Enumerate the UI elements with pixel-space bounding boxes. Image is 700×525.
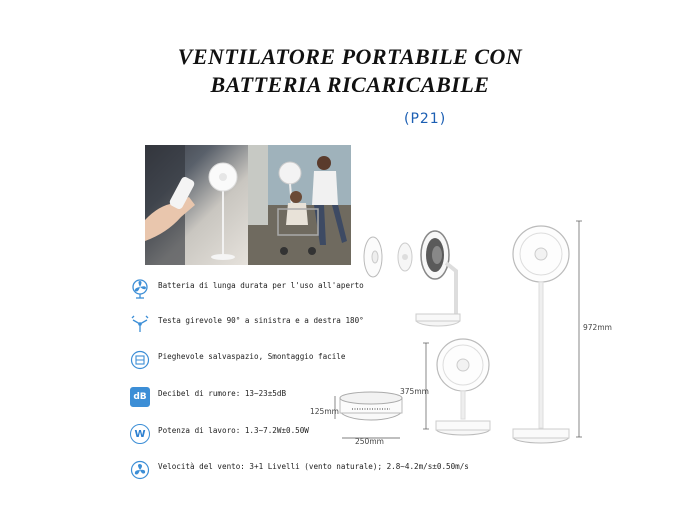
dimension-height-max: 972mm	[583, 323, 612, 332]
dimension-height-folded: 125mm	[310, 407, 339, 416]
feature-text: Testa girevole 90° a sinistra e a destra 180°	[158, 316, 364, 325]
remote-control-photo-illustration	[145, 145, 248, 265]
remote-control-photo	[145, 145, 248, 265]
model-label: (P21)	[404, 111, 447, 127]
rotate-icon	[130, 314, 150, 334]
dimension-width-folded: 250mm	[355, 437, 384, 446]
feature-text: Potenza di lavoro: 1.3~7.2W±0.50W	[158, 426, 309, 435]
feature-text: Batteria di lunga durata per l'uso all'aperto	[158, 281, 364, 290]
exploded-view	[364, 231, 460, 326]
fold-icon	[130, 350, 150, 370]
feature-text: Pieghevole salvaspazio, Smontaggio facile	[158, 352, 346, 361]
folded-fan	[340, 392, 402, 420]
wind-icon	[130, 460, 150, 480]
product-title-line2: BATTERIA RICARICABILE	[210, 72, 490, 97]
feature-text: Velocità del vento: 3+1 Livelli (vento naturale); 2.8~4.2m/s±0.50m/s	[158, 462, 469, 471]
dimension-height-mid: 375mm	[400, 387, 429, 396]
power-icon: W	[130, 424, 150, 444]
db-icon: dB	[130, 387, 150, 407]
product-illustration	[330, 205, 590, 455]
tall-fan	[513, 226, 569, 443]
product-title-line1: VENTILATORE PORTABILE CON	[177, 44, 523, 69]
fan-icon	[130, 279, 150, 299]
feature-text: Decibel di rumore: 13~23±5dB	[158, 389, 287, 398]
mid-height-fan	[436, 339, 490, 435]
